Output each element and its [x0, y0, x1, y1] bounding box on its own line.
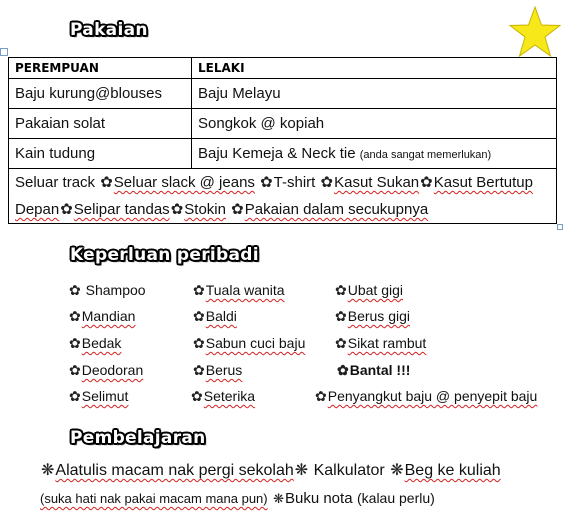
heading-keperluan: Keperluan peribadi [70, 245, 259, 265]
column-header-perempuan: PEREMPUAN [9, 58, 192, 79]
list-item: Seluar track [15, 174, 96, 191]
table-header-row [9, 58, 557, 79]
list-item: Kalkulator [313, 462, 385, 479]
flower-icon: ✿ [337, 362, 349, 378]
list-item: ✿Deodoran [69, 362, 144, 378]
list-item: ✿Ubat gigi [335, 282, 403, 298]
clothing-table [8, 57, 557, 224]
table-row [9, 79, 557, 109]
table-resize-handle[interactable] [557, 224, 563, 230]
table-row [9, 139, 557, 169]
cell-note: (anda sangat memerlukan) [359, 149, 492, 161]
table-row-shared [9, 169, 557, 224]
flower-icon: ✿ [193, 335, 205, 351]
note-text: (suka hati nak pakai macam mana pun) [40, 491, 268, 506]
flower-icon: ✿ [335, 308, 347, 324]
table-cell: Songkok @ kopiah [192, 109, 557, 139]
flower-icon: ✿ [193, 282, 205, 298]
list-item: ✿Sikat rambut [335, 335, 427, 351]
table-cell: Baju kurung@blouses [9, 79, 192, 109]
flower-icon: ✿ [420, 174, 433, 191]
flower-icon: ✿ [69, 335, 81, 351]
list-item: ✿Seterika [191, 388, 256, 404]
column-header-lelaki: LELAKI [192, 58, 557, 79]
note-text: (kalau perlu) [357, 490, 435, 506]
list-item: Buku nota [284, 490, 353, 507]
list-item: ✿ Shampoo [69, 282, 146, 298]
list-item: Seluar slack @ jeans [113, 174, 255, 191]
list-item: ✿Penyangkut baju @ penyepit baju [315, 388, 538, 404]
list-item: ✿Bantal !!! [337, 362, 411, 378]
flower-icon: ✿ [191, 388, 203, 404]
list-item: Kasut Bertutup Depan [15, 174, 533, 218]
flower-icon: ❋ [273, 491, 284, 506]
flower-icon: ✿ [335, 282, 347, 298]
flower-icon: ❋ [390, 462, 404, 479]
flower-icon: ✿ [335, 335, 347, 351]
list-item: T-shirt [273, 174, 316, 191]
list-item: Selipar tandas [73, 201, 170, 218]
flower-icon: ✿ [60, 201, 73, 218]
flower-icon: ✿ [320, 174, 334, 191]
heading-pakaian: Pakaian [70, 20, 148, 40]
flower-icon: ✿ [260, 174, 273, 191]
list-item: Stokin [184, 201, 226, 218]
list-item: Pakaian dalam secukupnya [244, 201, 429, 218]
pembelajaran-line-1 [40, 460, 501, 480]
flower-icon: ✿ [69, 362, 81, 378]
list-item: ✿Tuala wanita [193, 282, 285, 298]
list-item: Beg ke kuliah [404, 462, 501, 479]
flower-icon: ✿ [193, 362, 205, 378]
heading-pembelajaran: Pembelajaran [70, 428, 206, 448]
list-item: Kasut Sukan [334, 174, 420, 191]
table-cell: Baju Melayu [192, 79, 557, 109]
table-cell: Pakaian solat [9, 109, 192, 139]
table-cell: Kain tudung [9, 139, 192, 169]
list-item: ✿Sabun cuci baju [193, 335, 306, 351]
table-move-handle[interactable] [0, 48, 8, 56]
flower-icon: ✿ [315, 388, 327, 404]
list-item: ✿Bedak [69, 335, 122, 351]
flower-icon: ❋ [294, 462, 309, 479]
shared-items-cell [9, 169, 557, 224]
list-item: ✿Selimut [69, 388, 129, 404]
flower-icon: ✿ [69, 282, 81, 298]
flower-icon: ✿ [100, 174, 113, 191]
flower-icon: ✿ [193, 308, 205, 324]
flower-icon: ✿ [231, 201, 244, 218]
cell-text: Baju Kemeja & Neck tie [198, 145, 356, 162]
flower-icon: ❋ [41, 462, 55, 479]
list-item: ✿Baldi [193, 308, 237, 324]
table-row [9, 109, 557, 139]
flower-icon: ✿ [69, 308, 81, 324]
star-icon [508, 6, 562, 58]
list-item: ✿Berus [193, 362, 243, 378]
list-item: ✿Mandian [69, 308, 136, 324]
flower-icon: ✿ [69, 388, 81, 404]
pembelajaran-line-2 [40, 490, 435, 508]
flower-icon: ✿ [170, 201, 184, 218]
table-cell [192, 139, 557, 169]
list-item: Alatulis macam nak pergi sekolah [55, 462, 294, 479]
list-item: ✿Berus gigi [335, 308, 410, 324]
